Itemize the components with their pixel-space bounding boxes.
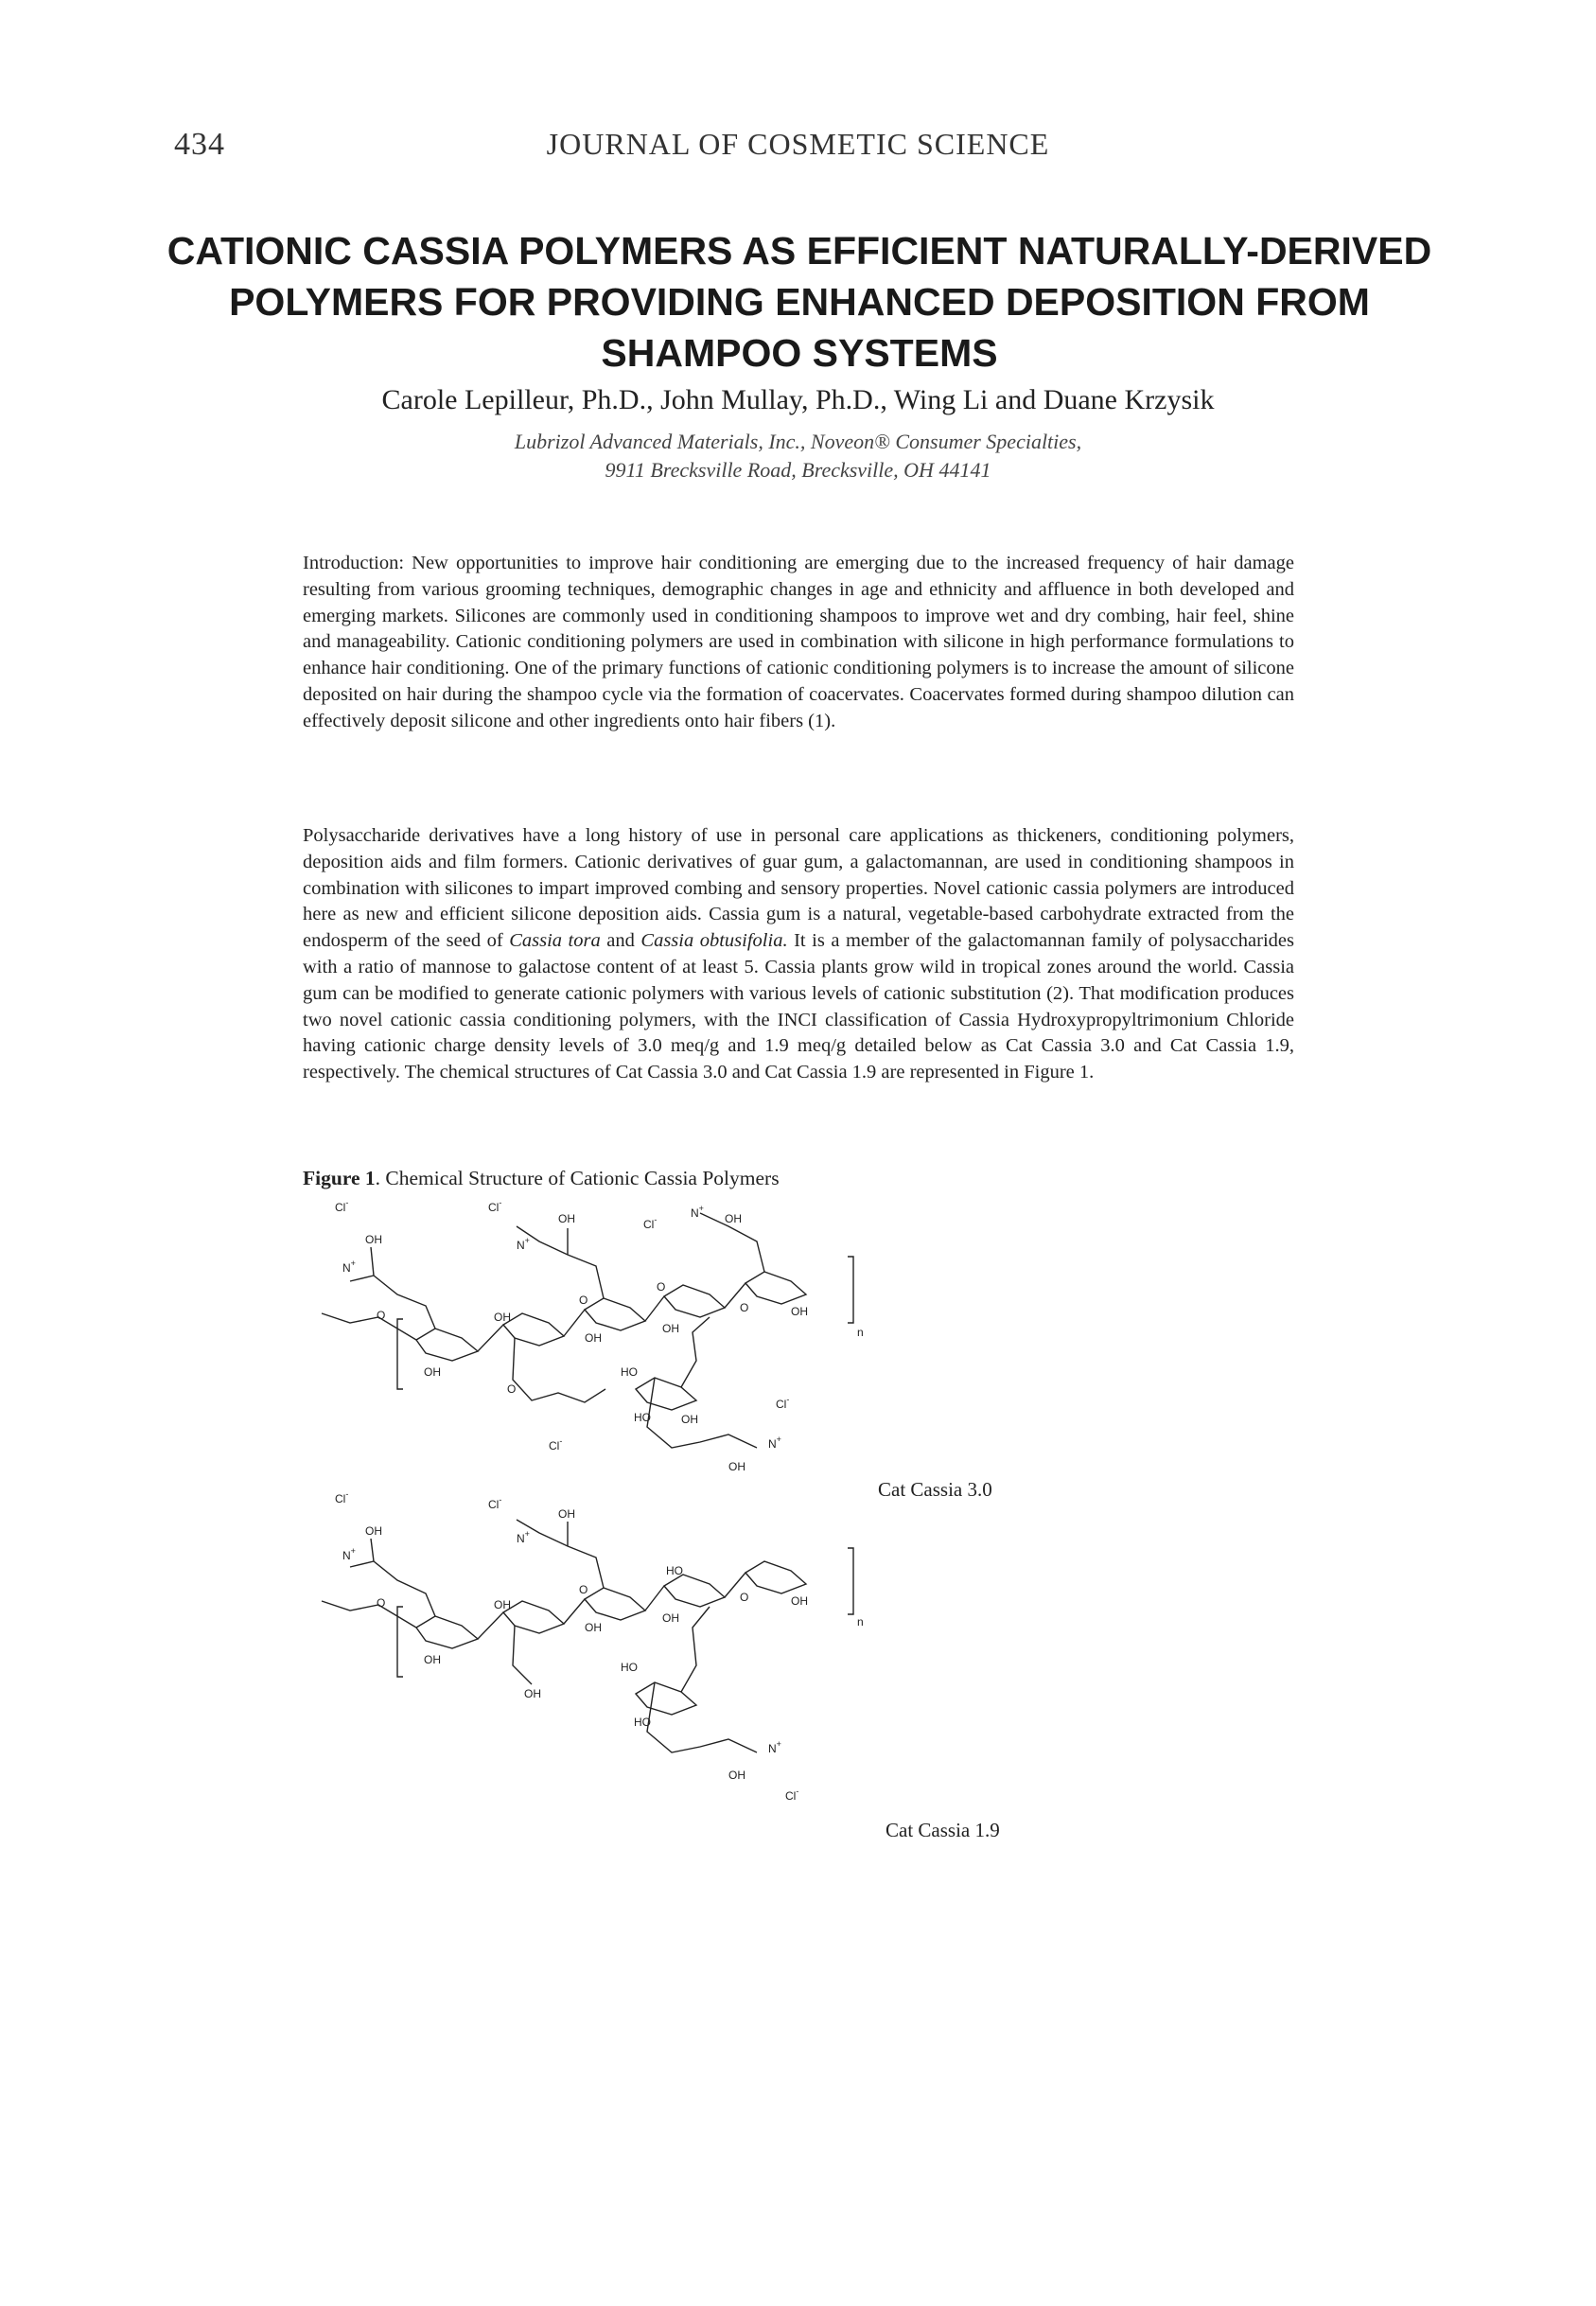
atom-charge: - [345,1489,349,1499]
atom-label: Cl [488,1498,500,1511]
figure-caption [303,1167,780,1190]
atom-charge: + [350,1259,356,1268]
atom-label: O [377,1596,386,1610]
atom-label: OH [424,1653,441,1666]
atom-label: O [579,1583,588,1596]
sugar-ring [745,1272,806,1304]
atom-label: HO [621,1661,638,1674]
figure-caption-text: . Chemical Structure of Cationic Cassia Polymers [375,1167,780,1189]
sugar-ring [664,1285,725,1317]
repeat-unit-n: n [857,1615,864,1628]
sugar-ring [503,1601,564,1633]
atom-label: Cl [776,1398,787,1411]
atom-label: N [768,1437,777,1451]
atom-label: OH [365,1233,382,1246]
figure-label: Figure 1 [303,1167,376,1189]
bond [681,1607,710,1692]
atom-label: OH [662,1611,679,1625]
bond [322,1313,416,1340]
atom-charge: + [524,1236,530,1245]
journal-name: JOURNAL OF COSMETIC SCIENCE [546,127,1050,161]
atom-label: OH [494,1311,511,1324]
species-name: Cassia obtusifolia. [640,930,788,952]
atom-charge: - [654,1215,658,1224]
atom-charge: - [559,1436,563,1446]
atom-label: N [691,1206,699,1220]
sugar-ring [503,1313,564,1346]
atom-label: Cl [488,1201,500,1214]
atom-charge: + [776,1739,781,1749]
sugar-ring [416,1616,478,1648]
atom-label: O [740,1591,749,1604]
atom-label: HO [666,1564,683,1577]
atom-label: O [740,1301,749,1314]
bond [322,1601,416,1628]
atom-label: OH [728,1460,745,1473]
atom-label: OH [585,1621,602,1634]
atom-label: O [377,1309,386,1322]
repeat-unit-n: n [857,1326,864,1339]
atom-charge: - [786,1395,790,1404]
atom-label: OH [558,1212,575,1225]
atom-label: OH [725,1212,742,1225]
atom-charge: - [345,1198,349,1207]
atom-labels [335,1198,864,1473]
bond [350,1247,435,1329]
svg-text:Cl- [335,1489,348,1505]
paragraph-polysaccharides [303,823,1294,1086]
bond [647,1682,757,1752]
svg-text:Cl- [776,1395,789,1411]
bond [513,1626,532,1684]
structure-label-cat-cassia-3: Cat Cassia 3.0 [878,1478,992,1501]
atom-label: OH [791,1305,808,1318]
atom-charge: - [499,1198,502,1207]
paragraph-text: and [600,930,641,952]
atom-labels [335,1489,864,1803]
svg-text:N+ [768,1739,781,1755]
atom-label: Cl [643,1218,655,1231]
paragraph-text: It is a member of the galactomannan family of polysaccharides with a ratio of mannose to galactose content of at least 5. Cassia plants grow wild in tropical zones around the world. Cassia gum can be modified to generate cationic polymers with various levels of cationic substitution (2). That modification produces two novel cationic cassia conditioning polymers, with the INCI classification of Cassia Hydroxypropyltrimonium Chloride having cationic charge density levels of 3.0 meq/g and 1.9 meq/g detailed below as Cat Cassia 3.0 and Cat Cassia 1.9, respectively. The chemical structures of Cat Cassia 3.0 and Cat Cassia 1.9 are represented in Figure 1. [303,930,1295,1083]
atom-label: N [342,1261,351,1275]
sugar-ring [745,1561,806,1593]
bond [350,1539,435,1616]
atom-label: N [342,1549,351,1562]
sugar-ring [585,1588,645,1620]
atom-label: O [657,1280,666,1294]
atom-label: HO [621,1365,638,1379]
atom-label: OH [791,1594,808,1608]
atom-label: OH [728,1769,745,1782]
atom-label: N [768,1742,777,1755]
species-name: Cassia tora [509,930,601,952]
svg-text:Cl- [785,1787,798,1803]
atom-label: OH [494,1598,511,1611]
authors: Carole Lepilleur, Ph.D., John Mullay, Ph.D., Wing Li and Duane Krzysik [381,384,1215,415]
atom-label: N [517,1532,525,1545]
svg-text:Cl- [488,1198,501,1214]
atom-charge: + [524,1529,530,1539]
svg-text:N+ [342,1259,356,1275]
sugar-ring [416,1329,478,1361]
cat-cassia-1-9-structure [284,1489,908,1807]
bond [681,1317,710,1387]
atom-charge: + [698,1204,704,1213]
atom-label: Cl [335,1201,346,1214]
svg-text:Cl- [549,1436,562,1452]
bond [513,1338,605,1402]
atom-charge: + [776,1435,781,1444]
page-header [0,127,1596,174]
atom-charge: - [796,1787,799,1796]
svg-text:Cl- [643,1215,657,1231]
atom-label: HO [634,1716,651,1729]
atom-label: OH [424,1365,441,1379]
svg-text:N+ [517,1529,530,1545]
svg-text:N+ [691,1204,704,1220]
atom-label: O [579,1294,588,1307]
svg-text:Cl- [488,1495,501,1511]
atom-label: OH [662,1322,679,1335]
atom-label: HO [634,1411,651,1424]
svg-text:N+ [517,1236,530,1252]
atom-label: OH [558,1507,575,1521]
atom-label: OH [365,1524,382,1538]
bond [647,1378,757,1448]
paragraph-text: Polysaccharide derivatives have a long history of use in personal care applications as thickeners, conditioning polymers, deposition aids and film formers. Cationic derivatives of guar gum, a galactomannan, are used in conditioning shampoos in combination with silicones to impart improved combing and sensory properties. Novel cationic cassia polymers are introduced here as new and efficient silicone deposition aids. Cassia gum is a natural, vegetable-based carbohydrate extracted from the endosperm of the seed of [303,825,1294,952]
page-number: 434 [174,127,225,162]
atom-charge: + [350,1546,356,1556]
atom-label: O [507,1382,517,1396]
sugar-ring [585,1298,645,1330]
atom-label: Cl [549,1439,560,1452]
atom-label: Cl [785,1789,797,1803]
svg-text:N+ [768,1435,781,1451]
sugar-ring [636,1378,696,1410]
affiliation-line-2: 9911 Brecksville Road, Brecksville, OH 44141 [605,458,991,482]
affiliation-line-1: Lubrizol Advanced Materials, Inc., Noveon® Consumer Specialties, [514,430,1082,453]
atom-label: OH [585,1331,602,1345]
cat-cassia-3-structure [284,1200,908,1484]
atom-label: OH [681,1413,698,1426]
sugar-ring [664,1575,725,1607]
atom-label: OH [524,1687,541,1700]
structure-label-cat-cassia-1-9: Cat Cassia 1.9 [886,1819,1000,1841]
sugar-ring [636,1682,696,1715]
bracket [397,1548,853,1677]
svg-text:Cl- [335,1198,348,1214]
paragraph-introduction: Introduction: New opportunities to improve hair conditioning are emerging due to the increased frequency of hair damage resulting from various grooming techniques, demographic changes in age and ethnicity and affluence in both developed and emerging markets. Silicones are commonly used in conditioning shampoos to improve wet and dry combing, hair feel, shine and manageability. Cationic conditioning polymers are used in combination with silicone in high performance formulations to enhance hair conditioning. One of the primary functions of cationic conditioning polymers is to increase the amount of silicone deposited on hair during the shampoo cycle via the formation of coacervates. Coacervates formed during shampoo dilution can effectively deposit silicone and other ingredients onto hair fibers (1). [303,553,1294,731]
atom-label: N [517,1239,525,1252]
atom-label: Cl [335,1492,346,1505]
atom-charge: - [499,1495,502,1505]
article-title: CATIONIC CASSIA POLYMERS AS EFFICIENT NATURALLY-DERIVED POLYMERS FOR PROVIDING ENHANCED DEPOSITION FROM SHAMPOO SYSTEMS [167,229,1432,375]
svg-text:N+ [342,1546,356,1562]
